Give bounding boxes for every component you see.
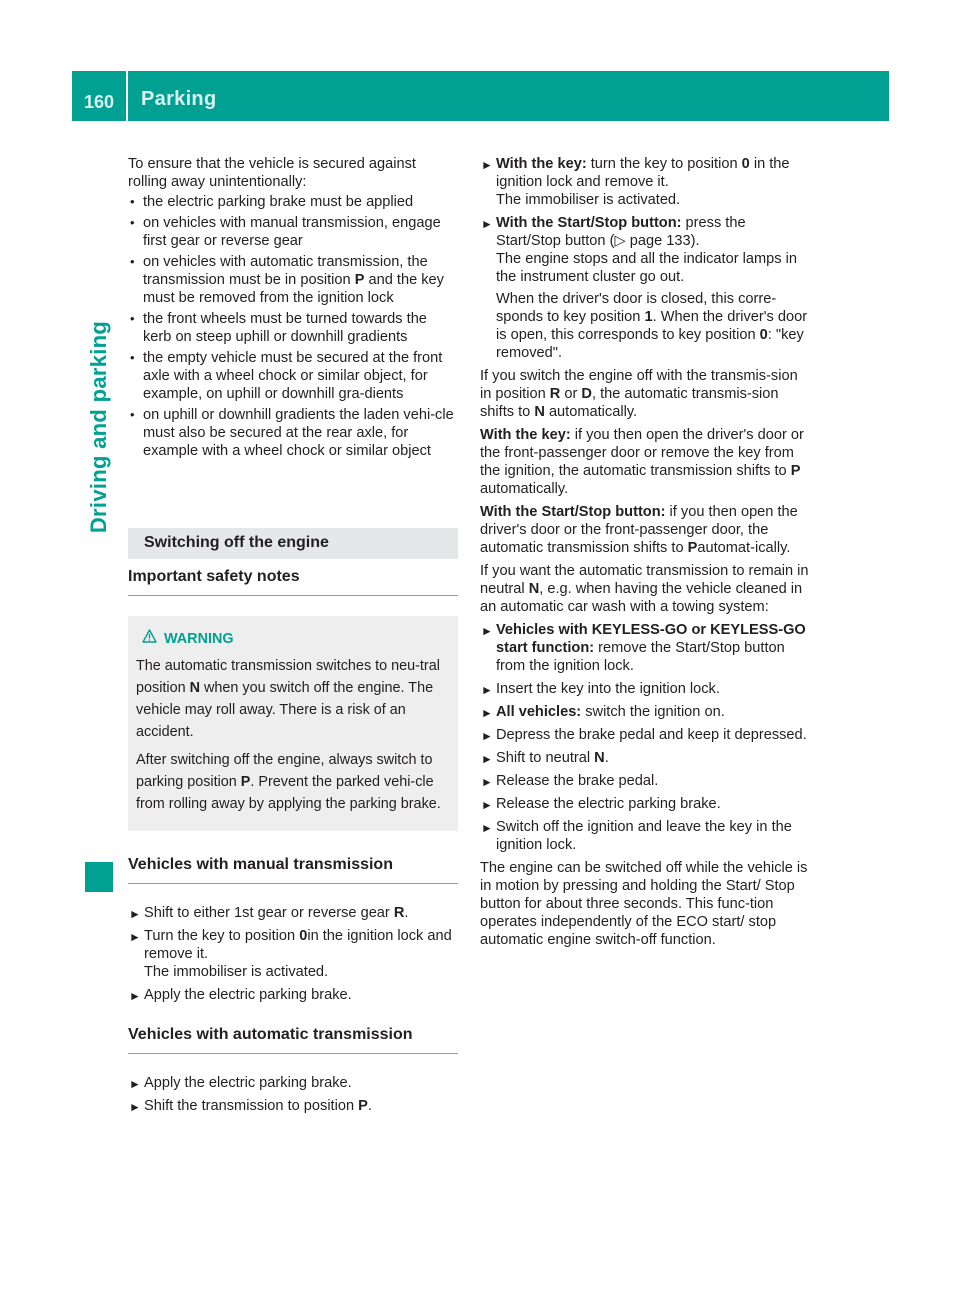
instruction-step	[128, 986, 458, 1004]
paragraph-label: With the Start/Stop button:	[480, 504, 666, 520]
step-arrow-icon: ►	[481, 798, 493, 812]
paragraph	[480, 503, 813, 557]
text-run: turn the key to position	[586, 156, 742, 172]
text-run: Apply the electric parking brake.	[144, 1075, 352, 1091]
requirement-list	[128, 193, 458, 460]
position-n: N	[528, 581, 540, 597]
step-arrow-icon: ►	[481, 683, 493, 697]
position-0: 0	[741, 156, 750, 172]
text-run: automatically.	[544, 404, 638, 420]
header-divider	[126, 71, 128, 121]
chapter-side-label	[85, 232, 113, 622]
step-note	[496, 290, 813, 362]
text-run: and the key must be removed from the ignition lock	[143, 272, 444, 306]
text-run: on vehicles with automatic transmission, the transmission must be in position	[143, 254, 428, 288]
instruction-step	[128, 927, 458, 981]
text-run: remove the Start/Stop button from the ignition lock.	[496, 640, 785, 674]
text-run: If you switch the engine off with the transmis-sion in position	[480, 368, 798, 402]
warning-label: WARNING	[164, 631, 234, 647]
step-label: With the key:	[496, 156, 587, 172]
list-item: • the electric parking brake must be applied	[128, 193, 458, 211]
instruction-step	[480, 621, 813, 675]
text-run: if you then open the driver's door or the front-passenger door, the automatic transmission shifts to	[480, 504, 798, 556]
step-arrow-icon: ►	[129, 930, 141, 944]
text-run: Depress the brake pedal and keep it depressed.	[496, 727, 807, 743]
intro-text: To ensure that the vehicle is secured against rolling away unintentionally:	[128, 156, 416, 190]
step-result: The immobiliser is activated.	[144, 964, 329, 980]
position-p: P	[358, 1098, 368, 1114]
text-run: When the driver's door is closed, this corre-sponds to key position	[496, 291, 777, 325]
step-arrow-icon: ►	[129, 907, 141, 921]
position-n: N	[594, 750, 605, 766]
text-run: . Prevent the parked vehi-cle from rolling away by applying the parking brake.	[136, 774, 441, 812]
step-arrow-icon: ►	[481, 821, 493, 835]
paragraph: The engine can be switched off while the vehicle is in motion by pressing and holding the Start/ Stop button for about three seconds. This func-tion operates independently of the ECO start/ stop automatic engine switch-off function.	[480, 860, 808, 948]
instruction-step	[480, 214, 813, 362]
text-run: .	[604, 750, 609, 766]
text-run: The automatic transmission switches to neu-tral position	[136, 658, 440, 696]
step-arrow-icon: ►	[481, 752, 493, 766]
text-run: Shift the transmission to position	[144, 1098, 359, 1114]
text-run: .	[367, 1098, 372, 1114]
text-run: .	[404, 905, 409, 921]
text-run: If you want the automatic transmission to remain in neutral	[480, 563, 809, 597]
step-arrow-icon: ►	[481, 706, 493, 720]
list-item	[128, 253, 458, 307]
step-result: The engine stops and all the indicator lamps in the instrument cluster go out.	[496, 251, 797, 285]
left-column	[128, 155, 458, 1120]
text-run: automat-ically.	[697, 540, 791, 556]
text-run: Shift to either 1st gear or reverse gear	[144, 905, 394, 921]
position-p: P	[354, 272, 365, 288]
text-run: or	[560, 386, 582, 402]
text-run: Shift to neutral	[496, 750, 595, 766]
step-arrow-icon: ►	[129, 1077, 141, 1091]
text-run: Turn the key to position	[144, 928, 300, 944]
text-run: Release the electric parking brake.	[496, 796, 721, 812]
step-arrow-icon: ►	[129, 989, 141, 1003]
step-arrow-icon: ►	[481, 624, 493, 638]
section-title: Switching off the engine	[128, 528, 458, 559]
instruction-step	[480, 155, 813, 209]
step-label: With the Start/Stop button:	[496, 215, 682, 231]
paragraph-label: With the key:	[480, 427, 571, 443]
text-run: : "key removed".	[496, 327, 804, 361]
warning-header	[136, 628, 448, 650]
step-arrow-icon: ►	[481, 775, 493, 789]
instruction-step	[128, 1097, 458, 1115]
instruction-step	[480, 749, 813, 767]
text-run: Release the brake pedal.	[496, 773, 659, 789]
text-run: if you then open the driver's door or the front-passenger door or remove the key from the ignition, the automatic transmission shifts to	[480, 427, 804, 479]
text-run: Apply the electric parking brake.	[144, 987, 352, 1003]
position-p: P	[687, 540, 698, 556]
list-item: • on uphill or downhill gradients the laden vehi-cle must also be secured at the rear axle, for example with a wheel chock or similar object	[128, 406, 458, 460]
warning-icon	[142, 628, 158, 650]
instruction-step	[480, 795, 813, 813]
important-safety-heading: Important safety notes	[128, 568, 458, 596]
text-run: when you switch off the engine. The vehicle may roll away. There is a risk of an accident.	[136, 680, 434, 740]
paragraph	[480, 562, 813, 616]
page-reference-icon: ▷	[614, 233, 626, 249]
position-1: 1	[644, 309, 653, 325]
position-0: 0	[299, 928, 308, 944]
text-run: , the automatic transmis-sion shifts to	[480, 386, 779, 420]
instruction-step	[128, 1074, 458, 1092]
position-n: N	[534, 404, 545, 420]
warning-text	[136, 655, 448, 743]
instruction-step	[480, 680, 813, 698]
right-column	[480, 155, 813, 954]
position-p: P	[790, 463, 801, 479]
chapter-tab-marker	[85, 862, 113, 892]
instruction-step	[128, 904, 458, 922]
step-arrow-icon: ►	[481, 217, 493, 231]
paragraph	[480, 426, 813, 498]
manual-transmission-heading: Vehicles with manual transmission	[128, 856, 458, 884]
position-d: D	[581, 386, 592, 402]
text-run: , e.g. when having the vehicle cleaned in an automatic car wash with a towing system:	[480, 581, 803, 615]
paragraph	[480, 367, 813, 421]
text-run: Insert the key into the ignition lock.	[496, 681, 720, 697]
step-arrow-icon: ►	[481, 158, 493, 172]
page-reference[interactable]: page 133).	[625, 233, 700, 249]
list-item: • on vehicles with manual transmission, engage first gear or reverse gear	[128, 214, 458, 250]
warning-box	[128, 616, 458, 831]
text-run: in the ignition lock and remove it.	[496, 156, 790, 190]
position-0: 0	[759, 327, 768, 343]
instruction-step	[480, 818, 813, 854]
position-r: R	[549, 386, 561, 402]
step-arrow-icon: ►	[481, 729, 493, 743]
position-n: N	[189, 680, 201, 696]
position-r: R	[393, 905, 405, 921]
text-run: press the Start/Stop button (	[496, 215, 746, 249]
page-title: Parking	[141, 88, 217, 110]
automatic-transmission-heading: Vehicles with automatic transmission	[128, 1026, 458, 1054]
chapter-side-label-text: Driving and parking	[86, 320, 111, 534]
text-run: Switch off the ignition and leave the key in the ignition lock.	[496, 819, 792, 853]
list-item: • the empty vehicle must be secured at the front axle with a wheel chock or similar object, for example, on uphill or downhill gra-dients	[128, 349, 458, 403]
list-item: • the front wheels must be turned towards the kerb on steep uphill or downhill gradients	[128, 310, 458, 346]
text-run: in the ignition lock and remove it.	[144, 928, 452, 962]
instruction-step	[480, 726, 813, 744]
text-run: automatically.	[480, 481, 569, 497]
instruction-step	[480, 703, 813, 721]
warning-text	[136, 749, 448, 815]
text-run: switch the ignition on.	[581, 704, 725, 720]
position-p: P	[240, 774, 251, 790]
text-run: After switching off the engine, always switch to parking position	[136, 752, 433, 790]
step-arrow-icon: ►	[129, 1100, 141, 1114]
step-label: Vehicles with KEYLESS-GO or KEYLESS-GO start function:	[496, 622, 806, 656]
text-run: . When the driver's door is open, this corresponds to key position	[496, 309, 808, 343]
step-label: All vehicles:	[496, 704, 582, 720]
page-number: 160	[84, 92, 115, 112]
step-result: The immobiliser is activated.	[496, 192, 681, 208]
instruction-step	[480, 772, 813, 790]
